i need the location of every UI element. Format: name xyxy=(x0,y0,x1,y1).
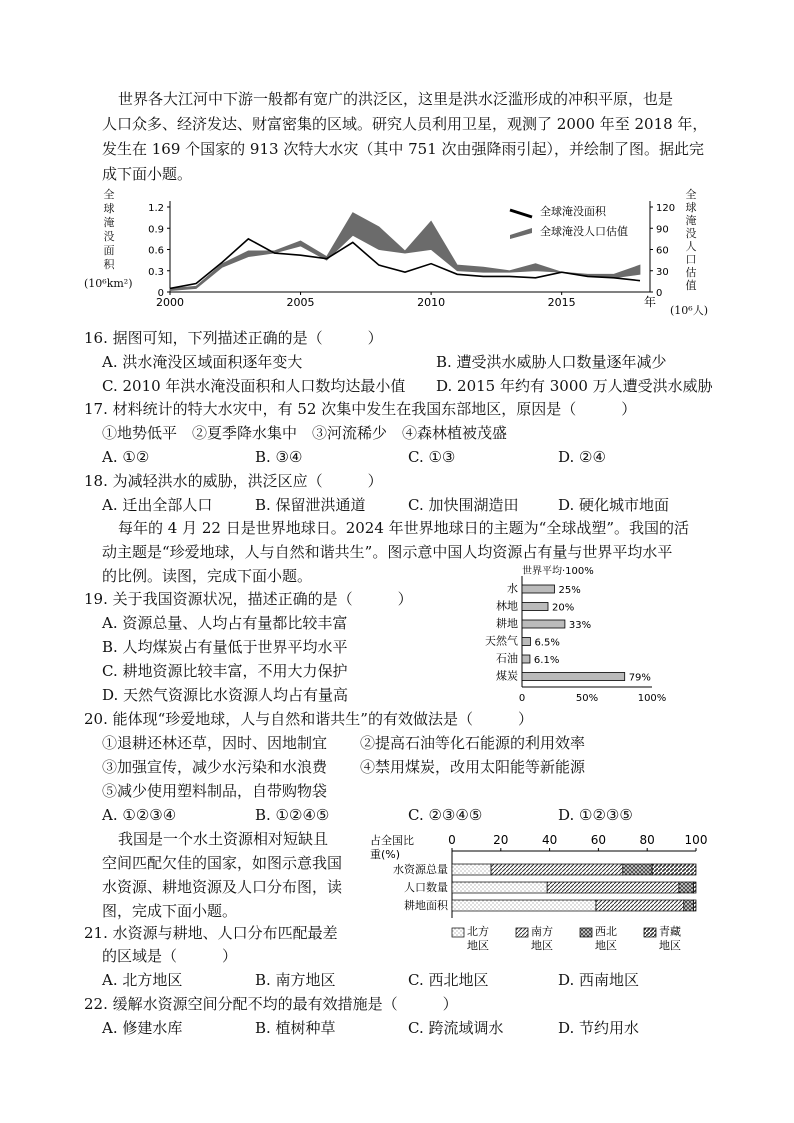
q20-statement-1: ①退耕还林还草，因时、因地制宜 xyxy=(102,734,328,752)
legend-label: 地区 xyxy=(659,939,681,952)
left-tick-label: 1.2 xyxy=(148,203,164,214)
y-label: 占全国比 xyxy=(370,834,414,847)
legend-label: 青藏 xyxy=(659,925,681,938)
category-label: 天然气 xyxy=(485,634,518,648)
q18-stem: 18. 为减轻洪水的威胁，洪泛区应（ ） xyxy=(84,472,383,490)
q18-option-b[interactable]: B. 保留泄洪通道 xyxy=(255,496,366,514)
x-tick-label: 2015 xyxy=(547,296,576,309)
q21-option-c[interactable]: C. 西北地区 xyxy=(408,971,489,989)
left-tick-label: 0.9 xyxy=(148,224,164,236)
x-tick-label: 2005 xyxy=(286,296,315,309)
value-label: 6.5% xyxy=(534,637,560,649)
x-tick-label: 40 xyxy=(541,833,558,847)
bar xyxy=(522,603,548,611)
left-axis-unit: (10⁶km²) xyxy=(84,277,133,290)
right-tick-label: 30 xyxy=(656,266,669,278)
category-label: 煤炭 xyxy=(496,669,518,683)
stacked-bar-segment xyxy=(679,882,694,893)
category-label: 石油 xyxy=(496,652,518,665)
category-label: 人口数量 xyxy=(404,881,448,894)
x-tick-label: 100 xyxy=(684,833,708,847)
chart-title: 世界平均·100% xyxy=(522,566,594,577)
q16-option-c[interactable]: C. 2010 年洪水淹没面积和人口数均达最小值 xyxy=(102,377,406,395)
intro1-line: 成下面小题。 xyxy=(102,165,193,183)
q20-option-c[interactable]: C. ②③④⑤ xyxy=(408,806,483,824)
q20-option-d[interactable]: D. ①②③⑤ xyxy=(558,806,633,824)
bar xyxy=(522,620,565,628)
q20-statement-4: ④禁用煤炭，改用太阳能等新能源 xyxy=(360,758,586,776)
legend-pop-label: 全球淹没人口估值 xyxy=(540,225,628,238)
value-label: 6.1% xyxy=(533,655,560,666)
q19-option-d[interactable]: D. 天然气资源比水资源人均占有量高 xyxy=(102,686,349,704)
x-tick-label: 0 xyxy=(518,693,526,704)
left-tick-label: 0 xyxy=(157,288,164,299)
stacked-bar-segment xyxy=(452,882,547,893)
legend-area-swatch xyxy=(510,210,532,217)
x-tick-label: 100% xyxy=(637,693,667,704)
intro2-line: 每年的 4 月 22 日是世界地球日。2024 年世界地球日的主题为“全球战塑”。我国的活 xyxy=(118,519,689,537)
bar xyxy=(522,638,530,646)
legend-pop-swatch xyxy=(510,228,532,239)
x-tick-label: 80 xyxy=(639,833,655,847)
legend-label: 地区 xyxy=(467,939,489,952)
bar xyxy=(522,655,530,663)
q17-option-a[interactable]: A. ①② xyxy=(102,448,150,466)
q20-statement-5: ⑤减少使用塑料制品，自带购物袋 xyxy=(102,782,328,800)
q22-option-c[interactable]: C. 跨流域调水 xyxy=(408,1019,504,1037)
right-tick-label: 120 xyxy=(656,203,676,214)
q22-option-d[interactable]: D. 节约用水 xyxy=(558,1019,640,1037)
q22-option-b[interactable]: B. 植树种草 xyxy=(255,1019,336,1037)
x-tick-label: 2000 xyxy=(156,296,184,309)
q17-option-b[interactable]: B. ③④ xyxy=(255,448,303,466)
value-label: 33% xyxy=(568,620,592,631)
q17-option-c[interactable]: C. ①③ xyxy=(408,448,456,466)
q20-option-b[interactable]: B. ①②④⑤ xyxy=(255,806,330,824)
intro3-line: 水资源、耕地资源及人口分布图，读 xyxy=(102,878,343,896)
q19-option-a[interactable]: A. 资源总量、人均占有量都比较丰富 xyxy=(102,614,348,632)
resource-bar-chart xyxy=(470,562,690,702)
stacked-bar-segment xyxy=(694,900,696,911)
flood-chart-svg xyxy=(120,195,680,315)
area-line xyxy=(170,239,640,289)
left-tick-label: 0.3 xyxy=(148,266,164,278)
y-label-2: 重(%) xyxy=(370,848,401,861)
q20-statement-2: ②提高石油等化石能源的利用效率 xyxy=(360,734,586,752)
q21-option-b[interactable]: B. 南方地区 xyxy=(255,971,336,989)
q16-option-a[interactable]: A. 洪水淹没区域面积逐年变大 xyxy=(102,353,303,371)
value-label: 25% xyxy=(558,585,581,596)
legend-area-label: 全球淹没面积 xyxy=(540,205,606,218)
value-label: 20% xyxy=(552,602,575,614)
q16-stem: 16. 据图可知，下列描述正确的是（ ） xyxy=(84,329,383,347)
q18-option-a[interactable]: A. 迁出全部人口 xyxy=(102,496,213,514)
stacked-bar-segment xyxy=(596,900,684,911)
q21-option-a[interactable]: A. 北方地区 xyxy=(102,971,183,989)
q18-option-d[interactable]: D. 硬化城市地面 xyxy=(558,496,670,514)
x-axis-unit: 年 xyxy=(644,295,657,309)
intro2-line: 的比例。读图，完成下面小题。 xyxy=(102,567,313,585)
intro3-line: 图，完成下面小题。 xyxy=(102,902,238,920)
left-tick-label: 0.6 xyxy=(148,245,164,257)
x-tick-label: 0 xyxy=(448,833,456,847)
category-label: 耕地 xyxy=(496,617,518,630)
stacked-bar-segment xyxy=(623,864,652,875)
q21-stem-line1: 21. 水资源与耕地、人口分布匹配最差 xyxy=(84,924,338,942)
x-tick-label: 60 xyxy=(590,833,607,847)
legend-label: 地区 xyxy=(595,939,617,952)
q17-statements: ①地势低平 ②夏季降水集中 ③河流稀少 ④森林植被茂盛 xyxy=(102,424,508,442)
bar xyxy=(522,585,555,593)
intro3-line: 我国是一个水土资源相对短缺且 xyxy=(118,830,329,848)
stacked-bar-segment xyxy=(491,864,623,875)
q16-option-d[interactable]: D. 2015 年约有 3000 万人遭受洪水威胁 xyxy=(436,377,713,395)
left-axis-title-text: 全球淹没面积 xyxy=(103,188,115,271)
q17-option-d[interactable]: D. ②④ xyxy=(558,448,606,466)
q19-stem: 19. 关于我国资源状况，描述正确的是（ ） xyxy=(84,590,413,608)
q18-option-c[interactable]: C. 加快围湖造田 xyxy=(408,496,519,514)
intro1-line: 发生在 169 个国家的 913 次特大水灾（其中 751 次由强降雨引起），并绘制了图。据此完 xyxy=(102,140,705,158)
category-label: 水资源总量 xyxy=(393,863,448,876)
x-tick-label: 50% xyxy=(575,693,599,704)
category-label: 林地 xyxy=(496,599,518,613)
legend-swatch xyxy=(516,928,528,937)
water-land-population-chart xyxy=(370,828,708,956)
stacked-bar-segment xyxy=(652,864,696,875)
right-tick-label: 90 xyxy=(656,224,669,236)
right-tick-label: 0 xyxy=(656,288,663,299)
x-tick-label: 2010 xyxy=(417,296,446,309)
right-axis-unit: (10⁶人) xyxy=(670,304,708,317)
q17-stem: 17. 材料统计的特大水灾中，有 52 次集中发生在我国东部地区，原因是（ ） xyxy=(84,400,637,418)
intro3-line: 空间匹配欠佳的国家，如图示意我国 xyxy=(102,854,343,872)
legend-label: 地区 xyxy=(531,939,553,952)
q22-option-a[interactable]: A. 修建水库 xyxy=(102,1019,183,1037)
q22-stem: 22. 缓解水资源空间分配不均的最有效措施是（ ） xyxy=(84,995,458,1013)
bar xyxy=(522,673,625,681)
legend-label: 南方 xyxy=(531,925,553,938)
q20-stem: 20. 能体现“珍爱地球，人与自然和谐共生”的有效做法是（ ） xyxy=(84,710,533,728)
intro1-line: 人口众多、经济发达、财富密集的区域。研究人员利用卫星，观测了 2000 年至 2018 年， xyxy=(102,115,708,133)
legend-label: 西北 xyxy=(595,925,617,938)
q19-option-b[interactable]: B. 人均煤炭占有量低于世界平均水平 xyxy=(102,638,348,656)
legend-swatch xyxy=(580,928,592,937)
q20-option-a[interactable]: A. ①②③④ xyxy=(102,806,177,824)
category-label: 耕地面积 xyxy=(404,899,448,912)
q16-option-b[interactable]: B. 遭受洪水威胁人口数量逐年减少 xyxy=(436,353,667,371)
intro1-line: 世界各大江河中下游一般都有宽广的洪泛区，这里是洪水泛滥形成的冲积平原，也是 xyxy=(118,90,674,108)
legend-swatch xyxy=(452,928,464,937)
legend-label: 北方 xyxy=(467,925,489,938)
q20-statement-3: ③加强宣传，减少水污染和水浪费 xyxy=(102,758,328,776)
stacked-bar-segment xyxy=(452,864,491,875)
left-axis-title xyxy=(102,188,116,272)
stacked-bar-segment xyxy=(452,900,596,911)
stacked-bar-segment xyxy=(684,900,694,911)
stacked-bar-segment xyxy=(694,882,696,893)
legend-swatch xyxy=(644,928,656,937)
intro2-line: 动主题是“珍爱地球，人与自然和谐共生”。图示意中国人均资源占有量与世界平均水平 xyxy=(102,543,673,561)
stacked-bar-segment xyxy=(547,882,679,893)
right-axis-title-text: 全球淹没人口估值 xyxy=(685,188,697,292)
q21-stem-line2: 的区域是（ ） xyxy=(102,947,238,965)
category-label: 水 xyxy=(507,582,518,595)
x-tick-label: 20 xyxy=(493,833,509,847)
value-label: 79% xyxy=(628,672,651,684)
q21-option-d[interactable]: D. 西南地区 xyxy=(558,971,640,989)
right-axis-title xyxy=(684,188,698,292)
right-tick-label: 60 xyxy=(656,245,669,257)
q19-option-c[interactable]: C. 耕地资源比较丰富，不用大力保护 xyxy=(102,662,348,680)
